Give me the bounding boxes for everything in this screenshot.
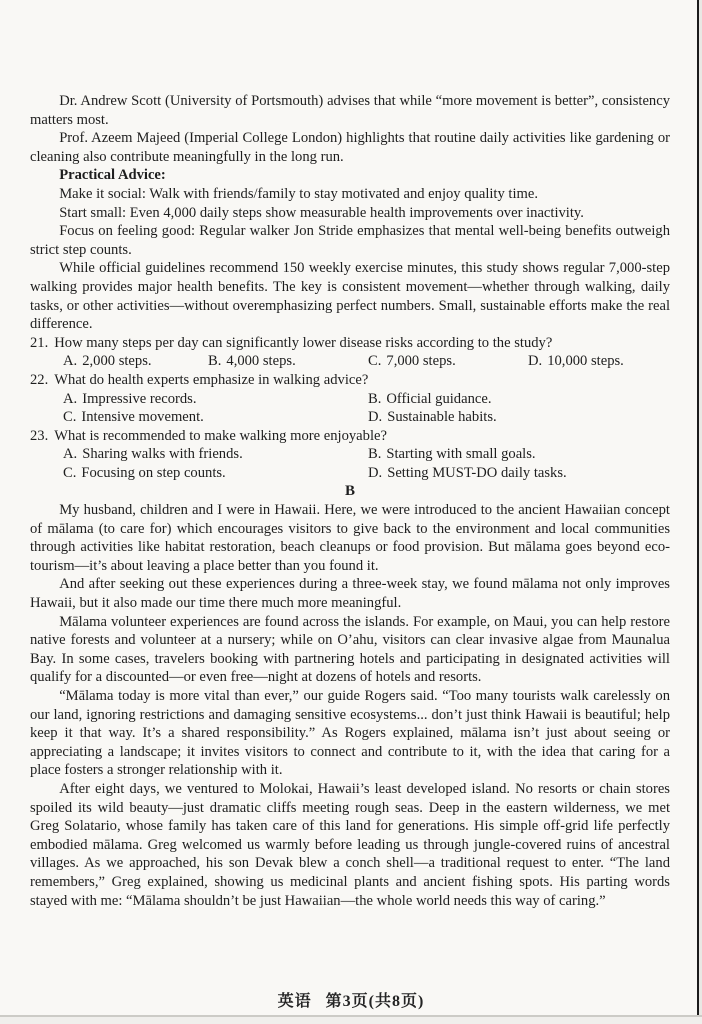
option-b bbox=[368, 390, 491, 409]
question-text: How many steps per day can significantly lower disease risks according to the study? bbox=[54, 334, 553, 351]
passage-a-paragraph: Prof. Azeem Majeed (Imperial College London) highlights that routine daily activities like gardening or cleaning also contribute meaningfully in the long run. bbox=[30, 130, 670, 165]
option-label: A. bbox=[63, 390, 78, 407]
question-21-options bbox=[30, 352, 670, 371]
question-22-options-row-1 bbox=[30, 390, 670, 409]
footer-page-info: 第3页(共8页) bbox=[325, 993, 425, 1010]
option-c bbox=[368, 352, 456, 371]
passage-b-paragraph: And after seeking out these experiences during a three-week stay, we found mālama not only improves Hawaii, but it also made our time there much more meaningful. bbox=[30, 576, 670, 612]
option-label: C. bbox=[368, 353, 382, 370]
option-a bbox=[63, 352, 152, 371]
option-a bbox=[63, 390, 196, 409]
question-number: 23. bbox=[30, 427, 49, 444]
section-b-header: B bbox=[344, 483, 355, 500]
passage-a-closing-paragraph: While official guidelines recommend 150 weekly exercise minutes, this study shows regular 7,000-step walking provides major health benefits. The key is consistent movement—whether through walking, daily tasks, or other activities—without overemphasizing perfect numbers. Small, sustainable efforts make the real difference. bbox=[30, 260, 670, 333]
question-number: 21. bbox=[30, 334, 49, 351]
question-text: What is recommended to make walking more enjoyable? bbox=[54, 427, 387, 444]
option-d bbox=[368, 464, 567, 483]
question-text: What do health experts emphasize in walking advice? bbox=[54, 371, 369, 388]
option-text: Impressive records. bbox=[82, 390, 197, 407]
option-text: Sustainable habits. bbox=[387, 409, 497, 426]
option-text: 10,000 steps. bbox=[547, 353, 624, 370]
passage-a-paragraph: Dr. Andrew Scott (University of Portsmouth) advises that while “more movement is better”, consistency matters most. bbox=[30, 93, 670, 128]
option-label: D. bbox=[368, 464, 383, 481]
option-text: 7,000 steps. bbox=[386, 353, 456, 370]
option-label: D. bbox=[528, 353, 543, 370]
option-c bbox=[63, 464, 226, 483]
page-content bbox=[30, 92, 670, 910]
scan-bottom-edge bbox=[0, 1017, 702, 1024]
question-23-options-row-2 bbox=[30, 464, 670, 483]
advice-line: Focus on feeling good: Regular walker Jon Stride emphasizes that mental well-being benefits outweigh strict step counts. bbox=[30, 223, 670, 258]
option-text: Setting MUST-DO daily tasks. bbox=[387, 464, 567, 481]
question-21 bbox=[30, 334, 670, 353]
question-23 bbox=[30, 427, 670, 446]
advice-line: Start small: Even 4,000 daily steps show measurable health improvements over inactivity. bbox=[59, 204, 584, 221]
practical-advice-heading: Practical Advice: bbox=[59, 167, 166, 184]
advice-line: Make it social: Walk with friends/family to stay motivated and enjoy quality time. bbox=[59, 185, 539, 202]
option-label: A. bbox=[63, 446, 78, 463]
option-a bbox=[63, 445, 243, 464]
option-label: B. bbox=[208, 353, 222, 370]
option-label: B. bbox=[368, 446, 382, 463]
footer-subject: 英语 bbox=[277, 993, 312, 1010]
passage-b-paragraph: After eight days, we ventured to Molokai, Hawaii’s least developed island. No resorts or chain stores spoiled its wild beauty—just dramatic cliffs meeting rough seas. Deep in the eastern wilderness, we met Greg Solatario, whose family has taken care of this land for generations. His simple off-grid life perfectly embodied mālama. Greg welcomed us warmly before leading us through jungle-covered ruins of ancestral villages. As we approached, his son Devak blew a conch shell—a traditional request to enter. “The land remembers,” Greg explained, showing us medicinal plants and ancient fishing spots. His parting words stayed with me: “Mālama shouldn’t be just Hawaiian—the whole world needs this way of caring.” bbox=[30, 780, 670, 909]
option-text: Official guidance. bbox=[386, 390, 492, 407]
option-text: Focusing on step counts. bbox=[81, 464, 226, 481]
question-22-options-row-2 bbox=[30, 408, 670, 427]
question-23-options-row-1 bbox=[30, 445, 670, 464]
page-footer bbox=[0, 988, 702, 1011]
option-label: B. bbox=[368, 390, 382, 407]
option-b bbox=[368, 445, 536, 464]
question-number: 22. bbox=[30, 371, 49, 388]
page-binding-rule bbox=[697, 0, 699, 1024]
option-label: D. bbox=[368, 409, 383, 426]
passage-b-paragraph: Mālama volunteer experiences are found across the islands. For example, on Maui, you can help restore native forests and volunteer at a nursery; while on O’ahu, visitors can clear invasive algae from Maunalua Bay. In some cases, travelers booking with partnering hotels and participating in designated activities will qualify for a discounted—or even free—night at dozens of hotels and resorts. bbox=[30, 613, 670, 686]
option-text: Starting with small goals. bbox=[386, 446, 536, 463]
option-c bbox=[63, 408, 204, 427]
option-label: A. bbox=[63, 353, 78, 370]
option-b bbox=[208, 352, 296, 371]
option-label: C. bbox=[63, 409, 77, 426]
passage-b-paragraph: “Mālama today is more vital than ever,” our guide Rogers said. “Too many tourists walk carelessly on our land, ignoring restrictions and damaging sensitive ecosystems... don’t just think Hawaii is beautiful; help keep it that way. It’s a shared responsibility.” As Rogers explained, mālama isn’t just about seeing or appreciating a landscape; it invites visitors to connect and contribute to it, with the idea that caring for a place fosters a stronger relationship with it. bbox=[30, 688, 670, 779]
option-d bbox=[528, 352, 624, 371]
option-label: C. bbox=[63, 464, 77, 481]
option-text: 4,000 steps. bbox=[226, 353, 296, 370]
passage-b-paragraph: My husband, children and I were in Hawaii. Here, we were introduced to the ancient Hawaiian concept of mālama (to care for) which encourages visitors to give back to the environment and local communities through activities like habitat restoration, beach cleanups or food provision. But mālama goes beyond eco-tourism—it’s about leaving a place better than you found it. bbox=[30, 502, 670, 574]
option-text: Intensive movement. bbox=[81, 409, 204, 426]
option-text: Sharing walks with friends. bbox=[82, 446, 243, 463]
option-text: 2,000 steps. bbox=[82, 353, 152, 370]
option-d bbox=[368, 408, 497, 427]
question-22 bbox=[30, 371, 670, 390]
